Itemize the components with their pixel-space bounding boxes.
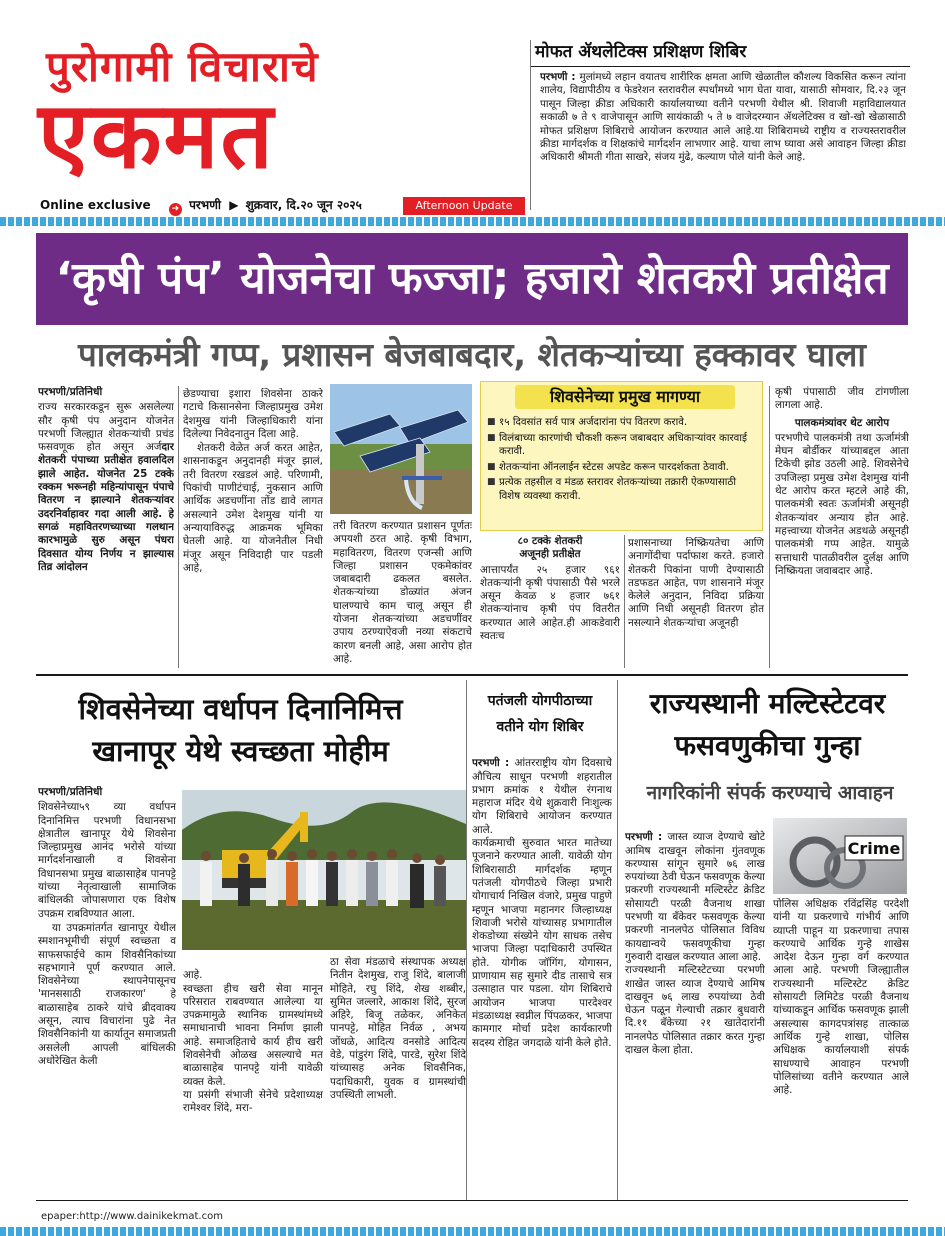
list-item: ■ १५ दिवसांत सर्व पात्र अर्जदारांना पंप वितरण करावे. [487, 416, 759, 430]
list-item: ■ विलंबाच्या कारणांची चौकशी करून जबाबदार अधिकाऱ्यांवर कारवाई करावी. [487, 432, 759, 459]
divider [530, 40, 531, 210]
fraud-subheadline: नागरिकांनी संपर्क करण्याचे आवाहन [646, 782, 894, 804]
epaper-url: epaper:http://www.dainikekmat.com [41, 1211, 223, 1222]
cleanliness-column-3 [330, 956, 466, 1198]
demands-list [487, 416, 759, 506]
lead-body-2a: छेडण्याचा इशारा शिवसेना ठाकरे गटाचे किसानसेना जिल्हाप्रमुख उमेश देशमुख यांनी जिल्हाधिकारी यांना दिलेल्या निवेदनातुन दिला आहे. [183, 388, 323, 440]
masthead-tagline: पुरोगामी विचाराचे [46, 42, 319, 91]
cleanliness-column-2 [183, 956, 323, 1198]
city-label: परभणी [189, 198, 222, 212]
pending-column-2 [628, 537, 764, 668]
divider [178, 386, 179, 668]
divider [530, 66, 910, 67]
cleanliness-body-2: या उपक्रमांतर्गत खानापूर येथील स्मशानभूमीची संपूर्ण स्वच्छता व साफसफाईचे काम शिवसैनिकांच्या सहभागाने पूर्ण करण्यात आले. शिवसेनेच्या स्थापनेपासूनच 'मानससाठी राजकारण' हे बाळासाहेब ठाकरे यांचे ब्रीदवाक्य असून, त्याच विचारांना पुढे नेत शिवसैनिकांनी या कार्यातून समाजप्रती असलेली आपली बांधिलकी अधोरेखित केली [38, 921, 176, 1067]
cleanliness-byline: परभणी/प्रतिनिधी [38, 786, 103, 798]
cleanliness-image [182, 790, 466, 950]
pending-body-2: प्रशासनाच्या निष्क्रियतेचा आणि अनागोंदीचा पर्दाफाश करते. हजारो शेतकरी पिकांना पाणी देण्यासाठी तडफडत आहेत, पण शासनाने मंजूर केलेले अनुदान, निविदा प्रक्रिया आणि निधी असूनही वितरण होत नसल्याने शेतकऱ्यांचा अजूनही [628, 537, 764, 629]
athletics-headline: मोफत ॲथलेटिक्स प्रशिक्षण शिबिर [535, 42, 747, 62]
yoga-dateline: परभणी [472, 757, 500, 770]
athletics-body: मुलांमध्ये लहान वयातच शारीरिक क्षमता आणि खेळातील कौशल्य विकसित करून त्यांना शालेय, विद्यापीठीय व फेडरेशन स्तरावरील स्पर्धांमध्ये भाग घेता यावा, यासाठी सोमवार, दि.२३ जून पासून जिल्हा क्रीडा अधिकारी कार्यालयाच्या वतीने परभणी येथील श्री. शिवाजी महाविद्यालयात सकाळी ७ ते ९ वाजेपासून आणि सायंकाळी ५ ते ७ वाजेदरम्यान ॲथलेटिक्स व खो-खो खेळासाठी मोफत प्रशिक्षण शिबिराचे आयोजन करण्यात आले आहे.या शिबिरामध्ये राष्ट्रीय व राज्यस्तरावरील क्रीडा मार्गदर्शक व शिक्षकांचे मार्गदर्शन लाभणार आहे. याचा लाभ घ्यावा असे आवाहन जिल्हा क्रीडा अधिकारी श्रीमती गीता साखरे, संजय मुंढे, कल्याण पोले यांनी केले आहे. [540, 71, 906, 164]
divider [36, 1200, 908, 1201]
cleanliness-column-1 [38, 786, 176, 1198]
divider [769, 386, 770, 668]
minister-body: परभणीचे पालकमंत्री तथा ऊर्जामंत्री मेघन बोर्डीकर यांच्याबद्दल आता टिकेची झोड उठली आहे. शिवसेनेचे उपजिल्हा प्रमुख उमेश देशमुख यांनी थेट आरोप करत म्हटले आहे की, पालकमंत्री स्वतः ऊर्जामंत्री असूनही शेतकऱ्यांवर अन्याय होत आहे. महत्त्वाच्या योजनेत अडथळे असूनही पालकमंत्री गप्प आहेत. यामुळे सत्ताधारी पातळीवरील दुर्लक्ष आणि निष्क्रियता जवाबदार आहे. [775, 431, 909, 577]
lead-body-1-bold: दार शेतकरी पंपाच्या प्रतीक्षेत हवालदिल झाले आहेत. योजनेत 25 टक्के रक्कम भरूनही महिन्यांपासून पंपाचे वितरण न झाल्याने शेतकऱ्यांवर उदरनिर्वाहावर गदा आली आहे. हे सगळं महावितरणच्याच्या गलथान कारभामुळे सुरु असून पंधरा दिवसात योग्य निर्णय न झाल्यास तिव्र आंदोलन [38, 441, 174, 573]
divider [624, 535, 625, 668]
decorative-stripe [0, 1227, 945, 1236]
list-item: ■ शेतकऱ्यांना ऑनलाईन स्टेटस अपडेट करून पारदर्शकता ठेवावी. [487, 461, 759, 475]
yoga-body: आंतरराष्ट्रीय योग दिवसाचे औचित्य साधून परभणी शहरातील प्रभाग क्रमांक १ येथील रंगनाथ महाराज मंदिर येथे शुक्रवारी निःशुल्क योग शिबिराचे आयोजन करण्यात आले. कार्यक्रमाची सुरुवात भारत मातेच्या पूजनाने करण्यात आली. यावेळी योग शिबिरासाठी मार्गदर्शक म्हणून पतंजली योगपीठचे जिल्हा प्रभारी योगाचार्य निखिल वंजारे, प्रमुख पाहुणे म्हणून भाजपा महानगर जिल्हाध्यक्ष शिवाजी भरोसे यांच्यासह प्रभागातील शेकडोच्या संख्येने योग साधक तसेच भाजपा जिल्हा पदाधिकारी उपस्थित होते. योगीक जॉगिंग, योगासन, प्राणायाम सह सुमारे दीड तासाचे सत्र उत्साहात पार पडला. योग शिबिराचे आयोजन भाजपा पारदेश्वर मंडळाध्यक्ष स्वप्नील पिंपळकर, भाजपा कामगार मोर्चा प्रदेश कार्यकारणी सदस्य रोहित जगदाळे यांनी केले होते. [472, 757, 612, 1049]
lead-column-3 [333, 520, 472, 668]
pending-body: आत्तापर्यंत २५ हजार ९६१ शेतकऱ्यांनी कृषी पंपासाठी पैसे भरले असून केवळ ४ हजार ७६१ शेतकऱ्यांनाच कृषी पंप वितरीत करण्यात आले आहेत.ही आकडेवारी स्वतःच [480, 563, 620, 643]
minister-heading: पालकमंत्र्यांवर थेट आरोप [794, 416, 890, 429]
minister-lead: कृषी पंपासाठी जीव टांगणीला लागला आहे. [775, 386, 909, 412]
lead-column-1 [38, 386, 174, 668]
yoga-headline-1: पतंजली योगपीठाच्या [487, 693, 593, 709]
online-exclusive-label: Online exclusive [40, 198, 151, 212]
lead-body-2b: शेतकरी वेळेत अर्ज करत आहेत, शासनाकडून अनुदानही मंजूर झालं, तरी वितरण रखडलं आहे. परिणामी, पिकांची पाणीटंचाई, नुकसान आणि आर्थिक अडचणींना तोंड द्यावे लागत असल्याने उमेश देशमुख यांनी या अन्यायाविरुद्ध आक्रमक भूमिका घेतली आहे. या योजनेतील निधी मंजूर असून निविदाही पार पडली आहे, [183, 442, 323, 574]
yoga-headline-2: वतीने योग शिबिर [496, 719, 584, 735]
handcuffs-image [773, 818, 907, 894]
issue-date: शुक्रवार, दि.२० जून २०२५ [245, 198, 362, 212]
cleanliness-headline-2: खानापूर येथे स्वच्छता मोहीम [92, 734, 389, 768]
fraud-body-1: जास्त व्याज देण्याचे खोटे आमिष दाखवून लोकांना गुंतवणूक करण्यास सांगून सुमारे ७६ लाख रुपयांच्या ठेवी घेऊन फसवणूक केल्या प्रकरणी राज्यस्थानी मल्टिस्टेट क्रेडिट सोसायटी परळी वैजनाथ शाखा परभणी या बँकेवर फसवणूक केल्या प्रकरणी नानलपेठ पोलिसात विविध कायद्यान्वये फसवणूकीचा गुन्हा गुरुवारी दाखल करण्यात आला आहे. राज्यस्थानी मल्टिस्टेटच्या परभणी शाखेत जास्त व्याज देण्याचे आमिष दाखवून ७६ लाख रुपयांच्या ठेवी घेऊन पळून गेल्याची तक्रार बुधवारी दि.११ बँकेच्या २१ खातेदारांनी नानलपेठ पोलिसात तक्रार करत गुन्हा दाखल केला होता. [625, 831, 765, 1057]
divider [36, 674, 908, 676]
fraud-column-2 [773, 898, 909, 1198]
masthead-logo: एकमत [38, 82, 275, 189]
decorative-stripe [0, 217, 945, 226]
fraud-headline-2: फसवणुकीचा गुन्हा [674, 729, 861, 762]
yoga-article: परभणी : आंतरराष्ट्रीय योग दिवसाचे औचित्य साधून परभणी शहरातील प्रभाग क्रमांक १ येथील रंगनाथ महाराज मंदिर येथे शुक्रवारी निःशुल्क योग शिबिराचे आयोजन करण्यात आले. कार्यक्रमाची सुरुवात भारत मातेच्या पूजनाने करण्यात आली. यावेळी योग शिबिरासाठी मार्गदर्शक म्हणून पतंजली योगपीठचे जिल्हा प्रभारी योगाचार्य निखिल वंजारे, प्रमुख पाहुणे म्हणून भाजपा महानगर जिल्हाध्यक्ष शिवाजी भरोसे यांच्यासह प्रभागातील शेकडोच्या संख्येने योग साधक तसेच भाजपा जिल्हा पदाधिकारी उपस्थित होते. योगीक जॉगिंग, योगासन, प्राणायाम सह सुमारे दीड तासाचे सत्र उत्साहात पार पडला. योग शिबिराचे आयोजन भाजपा पारदेश्वर मंडळाध्यक्ष स्वप्नील पिंपळकर, भाजपा कामगार मोर्चा प्रदेश कार्यकारणी सदस्य रोहित जगदाळे यांनी केले होते. [472, 757, 612, 1049]
divider [617, 680, 618, 1200]
athletics-dateline: परभणी [540, 71, 568, 83]
dateline [40, 196, 362, 216]
edition-badge: Afternoon Update [403, 197, 525, 215]
demands-title: शिवसेनेच्या प्रमुख मागण्या [515, 385, 735, 409]
fraud-column-1: परभणी : जास्त व्याज देण्याचे खोटे आमिष दाखवून लोकांना गुंतवणूक करण्यास सांगून सुमारे ७६ लाख रुपयांच्या ठेवी घेऊन फसवणूक केल्या प्रकरणी राज्यस्थानी मल्टिस्टेट क्रेडिट सोसायटी परळी वैजनाथ शाखा परभणी या बँकेवर फसवणूक केल्या प्रकरणी नानलपेठ पोलिसात विविध कायद्यान्वये फसवणूकीचा गुन्हा गुरुवारी दाखल करण्यात आला आहे. राज्यस्थानी मल्टिस्टेटच्या परभणी शाखेत जास्त व्याज देण्याचे आमिष दाखवून ७६ लाख रुपयांच्या ठेवी घेऊन पळून गेल्याची तक्रार बुधवारी दि.११ बँकेच्या २१ खातेदारांनी नानलपेठ पोलिसात तक्रार करत गुन्हा दाखल केला होता. [625, 831, 765, 1057]
lead-byline: परभणी/प्रतिनिधी [38, 386, 103, 398]
cleanliness-body-3: आहे. स्वच्छता हीच खरी सेवा मानून परिसरात राबवण्यात आलेल्या या उपक्रमामुळे स्थानिक ग्रामस्थांमध्ये समाधानाची भावना निर्माण झाली आहे. समाजहिताचे कार्य हीच खरी शिवसेनेची ओळख असल्याचे मत बाळासाहेब पानपट्टे यांनी यावेळी व्यक्त केले. या प्रसंगी संभाजी सेनेचे प्रदेशाध्यक्ष रामेश्वर शिंदे, मरा- [183, 969, 323, 1115]
crime-photo [773, 818, 907, 894]
arrow-right-icon: ➜ [169, 203, 182, 216]
solar-pump-photo [330, 384, 472, 514]
minister-article [775, 386, 909, 668]
lead-body-1: राज्य सरकारकडून सुरू असलेल्या सौर कृषी पंप अनुदान योजनेत परभणी जिल्ह्यात शेतकऱ्यांची प्रचंड फसवणूक होत असून अर्ज [38, 401, 174, 454]
divider [466, 680, 467, 1200]
pending-heading-2: अजूनही प्रतीक्षेत [519, 548, 581, 561]
play-icon: ▶ [229, 198, 239, 212]
pending-article [480, 535, 620, 668]
cleanliness-body-4: ठा सेवा मंडळाचे संस्थापक अध्यक्ष नितीन देशमुख, राजु शिंदे, बालाजी मोहिते, रघु शिंदे, शेख शब्बीर, सुमित जल्लारे, आकाश शिंदे, सुरज अहिरे, बिजू तळेकर, अनिकेत पानपट्टे, मोहित निर्वळ , अभय जोंधळे, आदित्य वनसोडे आदित्य वेडे, पांडुरंग शिंदे, पारडे, सुरेश शिंदे यांच्यासह अनेक शिवसैनिक, पदाधिकारी, युवक व ग्रामस्थांची उपस्थिती लाभली. [330, 956, 466, 1101]
list-item: ■ प्रत्येक तहसील व मंडळ स्तरावर शेतकऱ्यांच्या तक्रारी ऐकण्यासाठी विशेष व्यवस्था करावी. [487, 476, 759, 503]
lead-column-2 [183, 388, 323, 668]
lead-body-3: तरी वितरण करण्यात प्रशासन पूर्णतः अपयशी ठरत आहे. कृषी विभाग, महावितरण, वितरण एजन्सी आणि जिल्हा प्रशासन एकमेकांवर जबाबदारी ढकलत बसलेत. शेतकऱ्यांच्या डोळ्यांत अंजन घालण्याचे काम चालू असून ही योजना शेतकऱ्यांच्या अडचणींवर उपाय ठरण्याऐवजी नव्या संकटाचे कारण बनली आहे, असा आरोप होत आहे. [333, 520, 472, 665]
fraud-body-2: पोलिस अधिक्षक रविंद्रसिंह परदेशी यांनी या प्रकरणाचे गांभीर्य आणि व्याप्ती पाहून या प्रकरणाचा तपास करण्याचे आर्थिक गुन्हे शाखेस आदेश देऊन गुन्हा वर्ग करण्यात आला आहे. परभणी जिल्ह्यातील राज्यस्थानी मल्टिस्टेट क्रेडिट सोसायटी लिमिटेड परळी वैजनाथ यांच्याकडून आर्थिक फसवणूक झाली असल्यास कागदपत्रांसह तात्काळ आर्थिक गुन्हे शाखा, पोलिस अधिक्षक कार्यालयाशी संपर्क साधण्याचे आवाहन परभणी पोलिसांच्या वतीने करण्यात आले आहे. [773, 898, 909, 1097]
athletics-article: परभणी : मुलांमध्ये लहान वयातच शारीरिक क्षमता आणि खेळातील कौशल्य विकसित करून त्यांना शालेय, विद्यापीठीय व फेडरेशन स्तरावरील स्पर्धांमध्ये भाग घेता यावा, यासाठी सोमवार, दि.२३ जून पासून जिल्हा क्रीडा अधिकारी कार्यालयाच्या वतीने परभणी येथील श्री. शिवाजी महाविद्यालयात सकाळी ७ ते ९ वाजेपासून आणि सायंकाळी ५ ते ७ वाजेदरम्यान ॲथलेटिक्स व खो-खो खेळासाठी मोफत प्रशिक्षण शिबिराचे आयोजन करण्यात आले आहे.या शिबिरामध्ये राष्ट्रीय व राज्यस्तरावरील क्रीडा मार्गदर्शक व शिक्षकांचे मार्गदर्शन लाभणार आहे. याचा लाभ घ्यावा असे आवाहन जिल्हा क्रीडा अधिकारी श्रीमती गीता साखरे, संजय मुंढे, कल्याण पोले यांनी केले आहे. [540, 71, 906, 164]
lead-headline: ‘कृषी पंप’ योजनेचा फज्जा; हजारो शेतकरी प्रतीक्षेत [36, 233, 908, 325]
pending-heading-1: ८० टक्के शेतकरी [517, 535, 583, 547]
lead-subheadline: पालकमंत्री गप्प, प्रशासन बेजबाबदार, शेतकऱ्यांच्या हक्कावर घाला [78, 335, 866, 374]
cleanliness-photo [182, 790, 466, 950]
demands-box [480, 381, 763, 531]
cleanliness-headline-1: शिवसेनेच्या वर्धापन दिनानिमित्त [78, 692, 403, 726]
solar-pump-image [330, 384, 472, 514]
fraud-dateline: परभणी [625, 831, 653, 844]
fraud-headline-1: राज्यस्थानी मल्टिस्टेटवर [649, 687, 886, 720]
crime-word: Crime [847, 839, 901, 858]
cleanliness-body-1: शिवसेनेच्या५९ व्या वर्धापन दिनानिमित्त परभणी विधानसभा क्षेत्रातील खानापूर येथे शिवसेना जिल्हाप्रमुख आनंद भरोसे यांच्या मार्गदर्शनाखाली व शिवसेना विधानसभा प्रमुख बाळासाहेब पानपट्टे यांच्या नेतृत्वाखाली सामाजिक बांधिलकी जोपासणारा एक विशेष उपक्रम राबविण्यात आला. [38, 801, 176, 920]
